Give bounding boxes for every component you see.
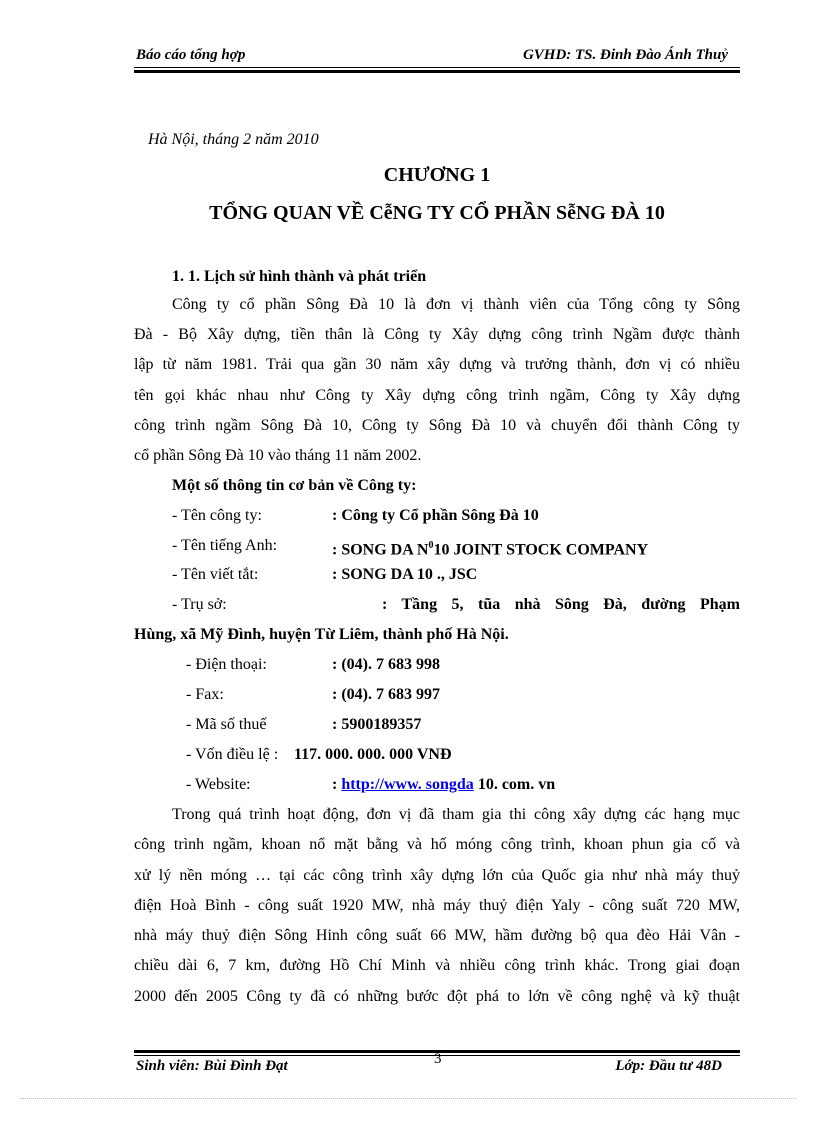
value-part: 10 JOINT STOCK COMPANY xyxy=(433,541,649,559)
value-part: : SONG DA N xyxy=(332,541,429,559)
colon: : xyxy=(332,776,338,793)
info-capital xyxy=(134,743,740,767)
website-link[interactable]: http://www. songda xyxy=(341,776,474,793)
label: - Tên tiếng Anh: xyxy=(172,537,278,554)
footer-class: Lớp: Đầu tư 48D xyxy=(615,1058,722,1074)
chapter-number: CHƯƠNG 1 xyxy=(383,164,491,186)
label: - Vốn điều lệ : xyxy=(186,746,279,763)
info-english-name xyxy=(134,534,740,558)
para1-line: cổ phần Sông Đà 10 vào tháng 11 năm 2002. xyxy=(134,447,422,464)
label: - Tên công ty: xyxy=(172,507,262,524)
page-header xyxy=(134,44,740,68)
value xyxy=(332,534,648,562)
info-headquarters xyxy=(134,593,740,617)
label: - Trụ sở: xyxy=(172,596,227,613)
para1-line: công trình ngầm Sông Đà 10, Công ty Sông Đà 10 và chuyển đổi thành Công ty xyxy=(134,417,740,434)
info-phone xyxy=(134,653,740,677)
header-rule-thin xyxy=(134,67,740,68)
value: : Tầng 5, tũa nhà Sông Đà, đường Phạm xyxy=(382,596,740,613)
label: - Điện thoại: xyxy=(186,656,267,673)
label: - Mã số thuế xyxy=(186,716,267,733)
para2-line: xử lý nền móng … tại các công trình xây dựng lớn của Quốc gia như nhà máy thuỷ xyxy=(134,867,740,884)
value: : 5900189357 xyxy=(332,716,422,733)
value xyxy=(332,773,555,797)
page-number: 3 xyxy=(434,1051,442,1067)
date-line: Hà Nội, tháng 2 năm 2010 xyxy=(148,131,319,148)
value-part: 10. com. vn xyxy=(477,776,556,793)
value: : (04). 7 683 997 xyxy=(332,686,440,703)
page-footer xyxy=(134,1051,740,1079)
page-edge-dotted-line xyxy=(20,1098,796,1099)
info-fax xyxy=(134,683,740,707)
info-tax-code xyxy=(134,713,740,737)
header-rule-thick xyxy=(134,70,740,73)
para2-line: 2000 đến 2005 Công ty đã có những bước đột phá to lớn về công nghệ và kỹ thuật xyxy=(134,988,740,1005)
para2-line: chiều dài 6, 7 km, đường Hồ Chí Minh và nhiều công trình khác. Trong giai đoạn xyxy=(134,957,740,974)
para2-line: điện Hoà Bình - công suất 1920 MW, nhà máy thuỷ điện Yaly - công suất 720 MW, xyxy=(134,897,740,914)
label: - Fax: xyxy=(186,686,224,703)
para1-line: Đà - Bộ Xây dựng, tiền thân là Công ty Xây dựng công trình Ngầm được thành xyxy=(134,326,740,343)
value: : (04). 7 683 998 xyxy=(332,656,440,673)
value: : Công ty Cổ phần Sông Đà 10 xyxy=(332,507,539,524)
para1-line: Công ty cổ phần Sông Đà 10 là đơn vị thành viên của Tổng công ty Sông xyxy=(172,296,740,313)
info-headquarters-cont: Hùng, xã Mỹ Đình, huyện Từ Liêm, thành phố Hà Nội. xyxy=(134,626,509,643)
label: - Website: xyxy=(186,776,251,793)
info-heading: Một số thông tin cơ bản về Công ty: xyxy=(172,477,417,494)
info-website xyxy=(134,773,740,797)
info-abbreviation xyxy=(134,563,740,587)
para1-line: lập từ năm 1981. Trải qua gần 30 năm xây dựng và trưởng thành, đơn vị có nhiều xyxy=(134,356,740,373)
info-company-name xyxy=(134,504,740,528)
para2-line: nhà máy thuỷ điện Sông Hinh công suất 66 MW, hầm đường bộ qua đèo Hải Vân - xyxy=(134,927,740,944)
superscript: 0 xyxy=(428,540,434,551)
para2-line: Trong quá trình hoạt động, đơn vị đã tham gia thi công xây dựng các hạng mục xyxy=(172,806,740,823)
header-advisor: GVHD: TS. Đinh Đào Ánh Thuỷ xyxy=(522,47,728,63)
section-heading: 1. 1. Lịch sử hình thành và phát triển xyxy=(172,268,427,285)
chapter-title: TỔNG QUAN VỀ CễNG TY CỔ PHẦN SễNG ĐÀ 10 xyxy=(209,202,665,224)
header-report-title: Báo cáo tổng hợp xyxy=(136,47,246,63)
label: - Tên viết tắt: xyxy=(172,566,259,583)
para2-line: công trình ngầm, khoan nổ mặt bằng và hố móng công trình, khoan phun gia cố và xyxy=(134,836,740,853)
para1-line: tên gọi khác nhau như Công ty Xây dựng công trình ngầm, Công ty Xây dựng xyxy=(134,387,740,404)
value: 117. 000. 000. 000 VNĐ xyxy=(294,746,452,763)
footer-student: Sinh viên: Bùi Đình Đạt xyxy=(136,1058,288,1074)
value: : SONG DA 10 ., JSC xyxy=(332,566,478,583)
